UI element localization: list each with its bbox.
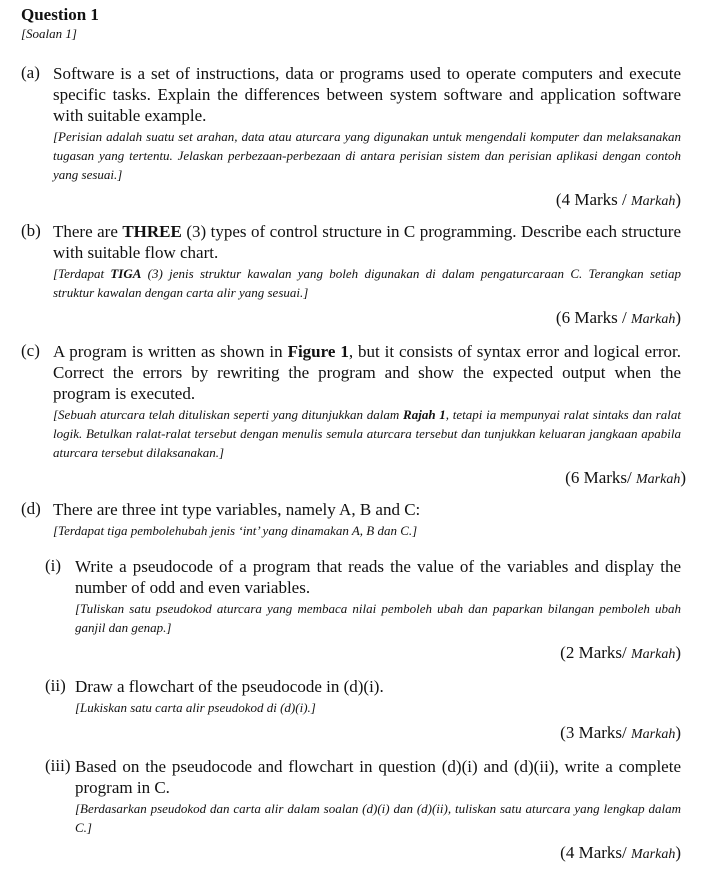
part-b-label: (b) bbox=[21, 221, 41, 240]
question-title: Question 1 bbox=[21, 5, 99, 24]
part-d-ii-malay: [Lukiskan satu carta alir pseudokod di (d)(i).] bbox=[75, 700, 316, 715]
part-d-iii-malay: [Berdasarkan pseudokod dan carta alir dalam soalan (d)(i) dan (d)(ii), tuliskan satu aturcara yang lengkap dalam C.] bbox=[75, 801, 681, 835]
part-c-marks: (6 Marks/ Markah) bbox=[565, 468, 686, 487]
part-a-label: (a) bbox=[21, 63, 40, 82]
part-d-i-malay: [Tuliskan satu pseudokod aturcara yang membaca nilai pemboleh ubah dan paparkan bilangan pemboleh ubah ganjil dan genap.] bbox=[75, 601, 681, 635]
part-a bbox=[21, 63, 681, 210]
part-b-english: There are THREE (3) types of control structure in C programming. Describe each structure with suitable flow chart. bbox=[53, 222, 681, 262]
part-d-i bbox=[45, 556, 681, 663]
part-d-i-marks: (2 Marks/ Markah) bbox=[560, 643, 681, 662]
part-b bbox=[21, 221, 681, 328]
part-a-malay: [Perisian adalah suatu set arahan, data atau aturcara yang digunakan untuk mengendali komputer dan melaksanakan tugasan yang tertentu. Jelaskan perbezaan-perbezaan di antara perisian sistem dan perisian aplikasi dengan contoh yang sesuai.] bbox=[53, 129, 681, 182]
part-d-english: There are three int type variables, namely A, B and C: bbox=[53, 500, 421, 519]
part-d bbox=[21, 499, 681, 540]
part-d-iii-english: Based on the pseudocode and flowchart in question (d)(i) and (d)(ii), write a complete program in C. bbox=[75, 757, 681, 797]
part-d-iii-marks: (4 Marks/ Markah) bbox=[560, 843, 681, 862]
part-d-ii-label: (ii) bbox=[45, 676, 66, 695]
part-d-ii-english: Draw a flowchart of the pseudocode in (d)(i). bbox=[75, 677, 384, 696]
part-c-label: (c) bbox=[21, 341, 40, 360]
part-d-label: (d) bbox=[21, 499, 41, 518]
part-d-malay: [Terdapat tiga pembolehubah jenis ‘int’ yang dinamakan A, B dan C.] bbox=[53, 523, 418, 538]
question-subtitle: [Soalan 1] bbox=[21, 26, 77, 41]
part-d-iii bbox=[45, 756, 681, 863]
part-b-malay: [Terdapat TIGA (3) jenis struktur kawalan yang boleh digunakan di dalam pengaturcaraan C. Terangkan setiap struktur kawalan dengan carta alir yang sesuai.] bbox=[53, 266, 681, 300]
part-d-ii bbox=[45, 676, 681, 743]
part-c-english: A program is written as shown in Figure 1, but it consists of syntax error and logical error. Correct the errors by rewriting the program and show the expected output when the program is executed. bbox=[53, 342, 681, 403]
part-d-ii-marks: (3 Marks/ Markah) bbox=[560, 723, 681, 742]
part-a-english: Software is a set of instructions, data or programs used to operate computers and execute specific tasks. Explain the differences between system software and application software with suitable example. bbox=[53, 64, 681, 125]
part-b-marks: (6 Marks / Markah) bbox=[555, 308, 681, 327]
part-d-i-label: (i) bbox=[45, 556, 62, 575]
part-c bbox=[21, 341, 686, 488]
part-c-malay: [Sebuah aturcara telah dituliskan seperti yang ditunjukkan dalam Rajah 1, tetapi ia mempunyai ralat sintaks dan ralat logik. Betulkan ralat-ralat tersebut dengan menulis semula aturcara tersebut dan tunjukkan keluaran jangkaan apabila aturcara tersebut dilaksanakan.] bbox=[53, 407, 681, 460]
part-a-marks: (4 Marks / Markah) bbox=[555, 190, 681, 209]
part-d-i-english: Write a pseudocode of a program that reads the value of the variables and display the number of odd and even variables. bbox=[75, 557, 681, 597]
part-d-iii-label: (iii) bbox=[45, 756, 71, 775]
